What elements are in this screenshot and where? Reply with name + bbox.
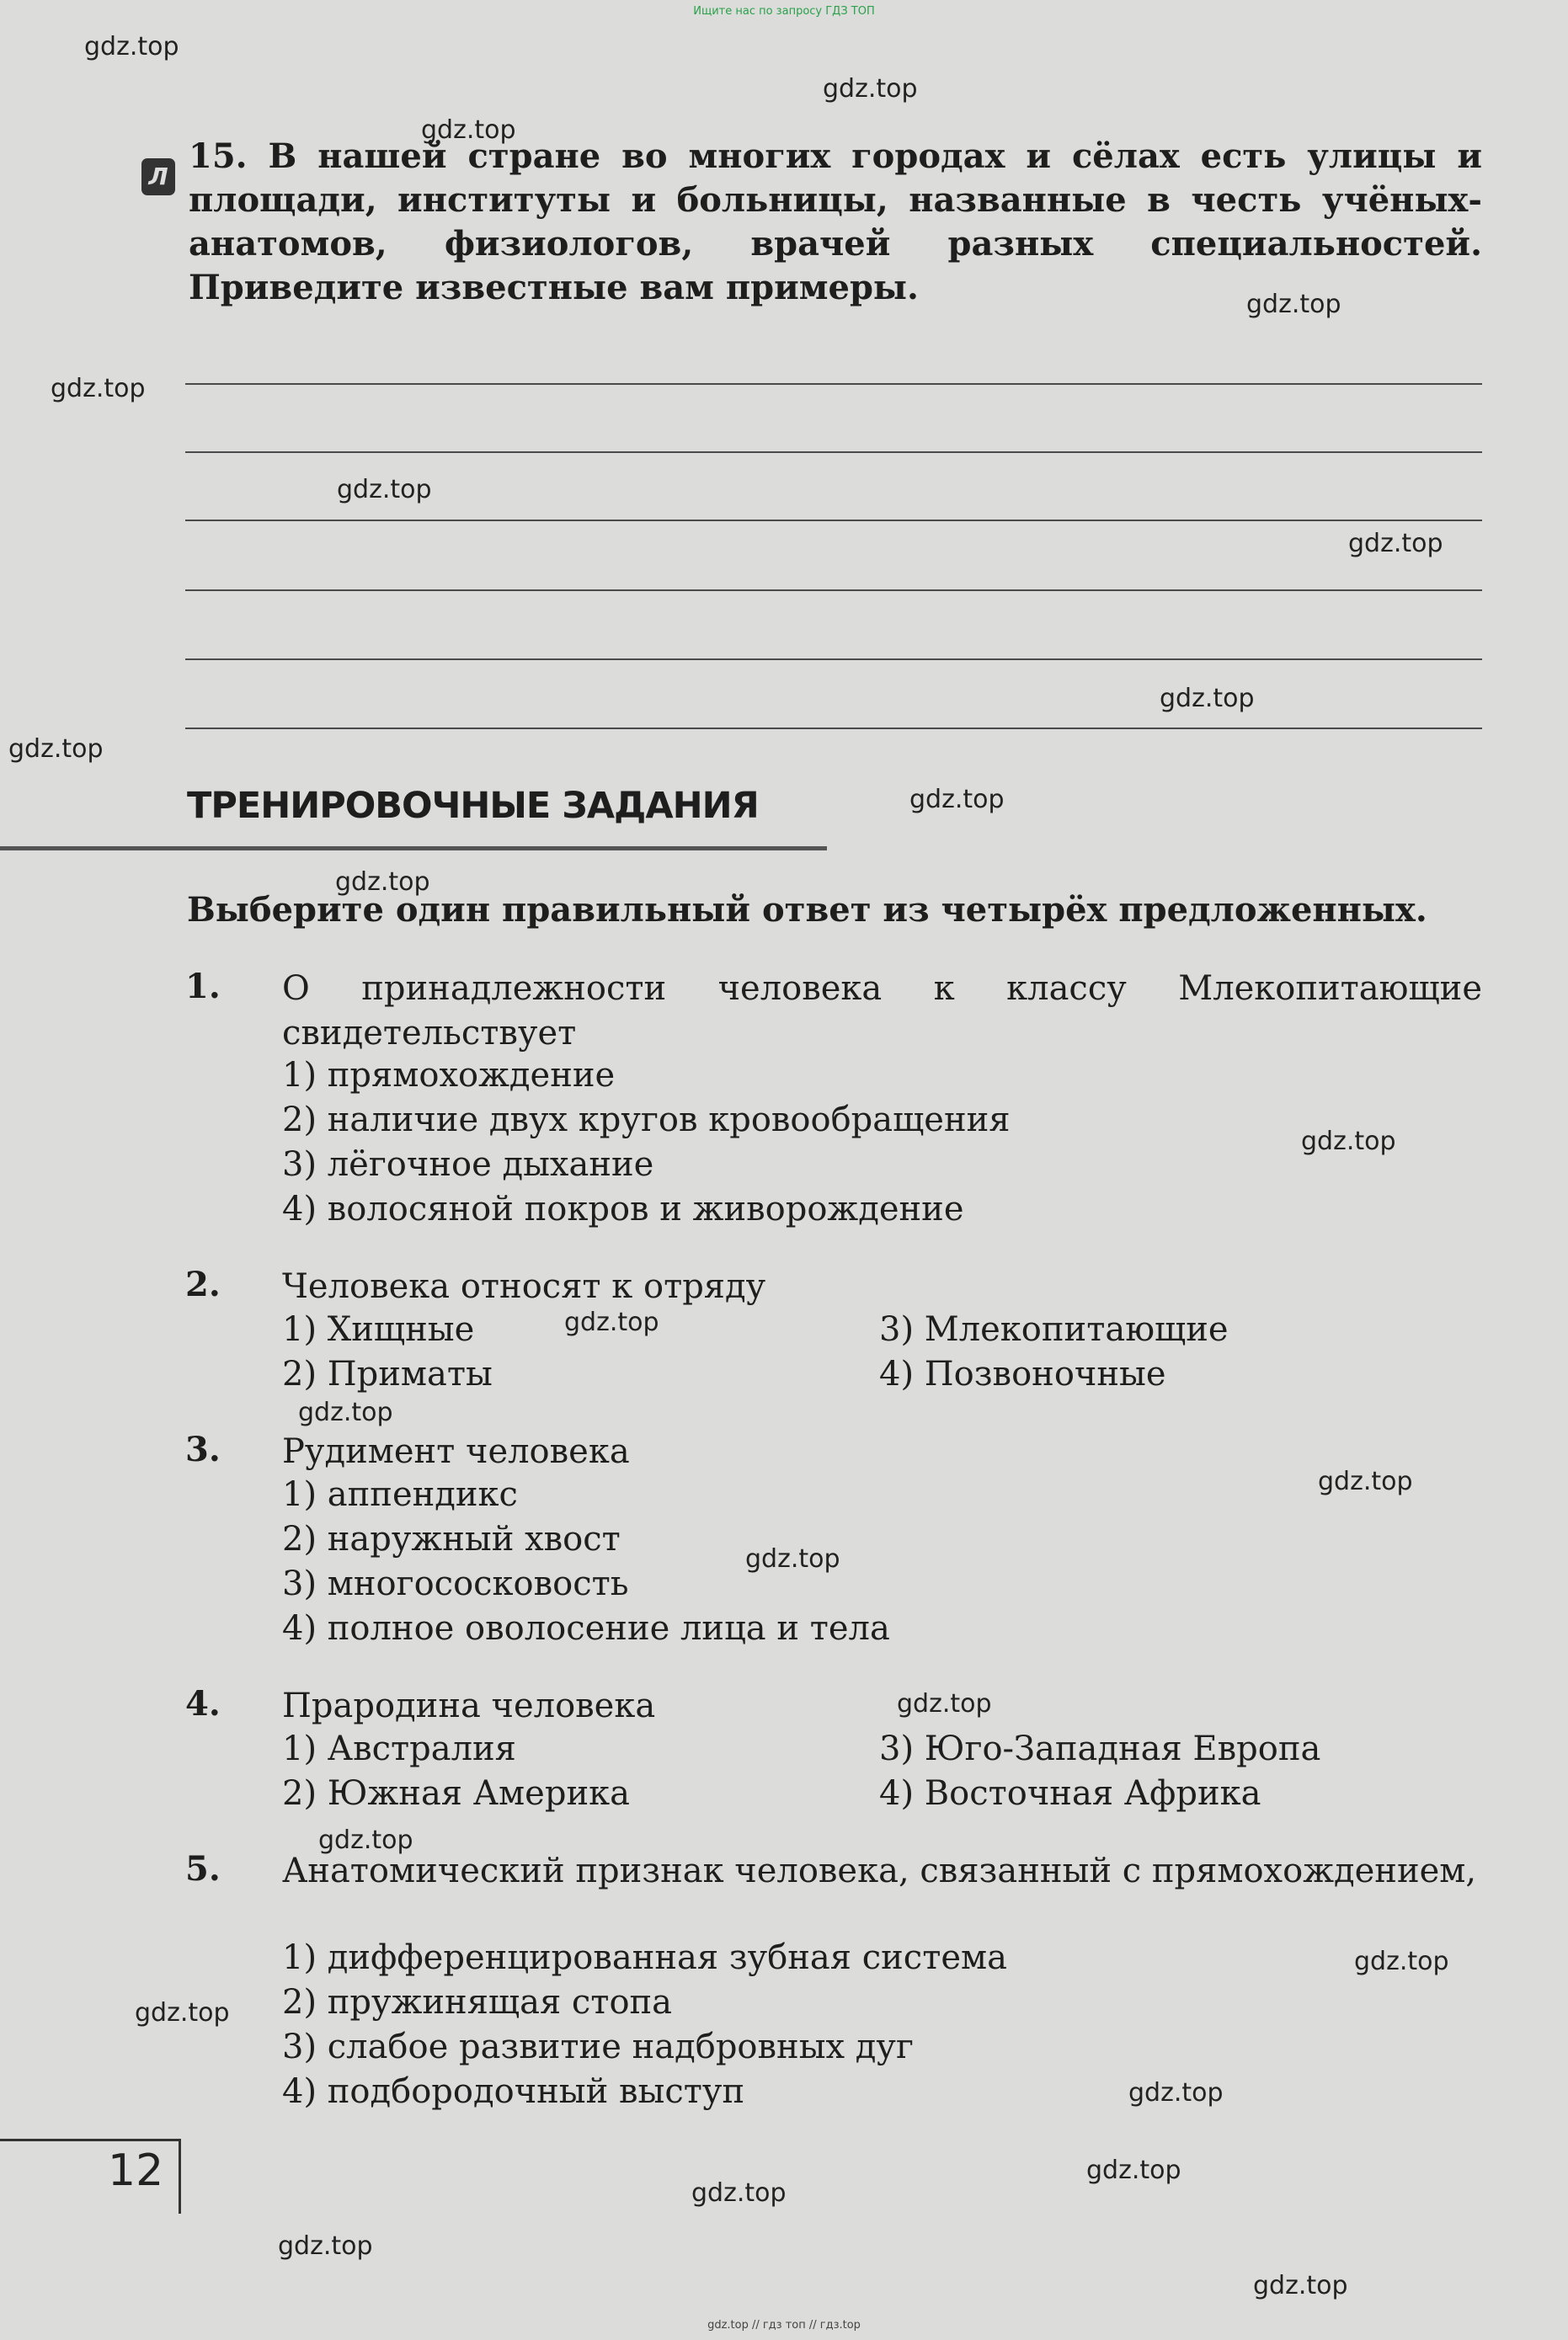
answer-option: 1) Хищные: [282, 1310, 475, 1349]
answer-line: [185, 520, 1482, 521]
watermark: gdz.top: [745, 1544, 840, 1574]
question-text: Прародина человека: [282, 1687, 656, 1725]
watermark: gdz.top: [8, 734, 104, 764]
answer-line: [185, 383, 1482, 385]
watermark: gdz.top: [335, 867, 430, 897]
watermark: gdz.top: [1246, 290, 1341, 319]
answer-option: 4) волосяной покров и живорождение: [282, 1190, 964, 1229]
answer-option: 3) Млекопитающие: [879, 1310, 1229, 1349]
watermark: gdz.top: [1348, 529, 1443, 558]
watermark: gdz.top: [1354, 1947, 1449, 1976]
answer-option: 4) подбородочный выступ: [282, 2072, 745, 2111]
watermark: gdz.top: [564, 1308, 659, 1337]
watermark: gdz.top: [909, 785, 1005, 814]
answer-option: 1) аппендикс: [282, 1475, 518, 1514]
question-15-text: 15. В нашей стране во многих городах и сёлах есть улицы и площади, институты и больницы, названные в честь учёных-анатомов, физиологов, врачей разных специальностей. Приведите известные вам примеры.: [189, 136, 1482, 307]
answer-option: 3) Юго-Западная Европа: [879, 1730, 1321, 1768]
question-number: 2.: [185, 1265, 221, 1304]
watermark: gdz.top: [51, 374, 146, 403]
section-title: ТРЕНИРОВОЧНЫЕ ЗАДАНИЯ: [187, 785, 759, 827]
watermark: gdz.top: [1318, 1467, 1413, 1496]
instruction: Выберите один правильный ответ из четырёх предложенных.: [187, 890, 1427, 930]
page-number: 12: [108, 2145, 164, 2196]
watermark: gdz.top: [421, 115, 516, 145]
answer-option: 3) лёгочное дыхание: [282, 1145, 654, 1184]
watermark: gdz.top: [1128, 2078, 1224, 2108]
bottom-banner: gdz.top // гдз топ // гдз.top: [707, 2319, 861, 2332]
watermark: gdz.top: [135, 1998, 230, 2028]
answer-option: 2) Приматы: [282, 1355, 493, 1394]
answer-option: 3) многососковость: [282, 1564, 629, 1603]
answer-line: [185, 451, 1482, 453]
top-banner: Ищите нас по запросу ГДЗ ТОП: [693, 5, 875, 18]
watermark: gdz.top: [337, 475, 432, 504]
watermark: gdz.top: [84, 32, 179, 61]
answer-line: [185, 728, 1482, 729]
watermark: gdz.top: [1160, 684, 1255, 713]
answer-option: 1) дифференцированная зубная система: [282, 1938, 1007, 1977]
question-number: 5.: [185, 1849, 221, 1889]
question-text: Рудимент человека: [282, 1432, 630, 1471]
question-text: О принадлежности человека к классу Млекопитающие свидетельствует: [282, 969, 1482, 1053]
watermark: gdz.top: [298, 1398, 393, 1427]
letter-badge-icon: Л: [141, 158, 175, 195]
watermark: gdz.top: [897, 1689, 992, 1719]
answer-line: [185, 658, 1482, 660]
watermark: gdz.top: [823, 74, 918, 104]
answer-option: 2) наличие двух кругов кровообращения: [282, 1101, 1011, 1139]
answer-option: 2) наружный хвост: [282, 1520, 621, 1559]
watermark: gdz.top: [1301, 1127, 1396, 1156]
watermark: gdz.top: [691, 2178, 787, 2208]
answer-option: 2) Южная Америка: [282, 1774, 630, 1813]
watermark: gdz.top: [318, 1826, 413, 1855]
question-text: Человека относят к отряду: [282, 1267, 766, 1306]
answer-option: 4) полное оволосение лица и тела: [282, 1609, 890, 1648]
watermark: gdz.top: [278, 2231, 373, 2261]
answer-option: 3) слабое развитие надбровных дуг: [282, 2028, 914, 2066]
watermark: gdz.top: [1086, 2156, 1181, 2185]
answer-option: 1) прямохождение: [282, 1056, 616, 1095]
answer-option: 1) Австралия: [282, 1730, 516, 1768]
question-number: 4.: [185, 1684, 221, 1724]
question-number: 3.: [185, 1430, 221, 1469]
answer-option: 4) Позвоночные: [879, 1355, 1166, 1394]
section-rule: [0, 846, 827, 850]
watermark: gdz.top: [1253, 2271, 1348, 2300]
question-text: Анатомический признак человека, связанный с прямохождением,: [282, 1852, 1477, 1890]
answer-option: 2) пружинящая стопа: [282, 1983, 673, 2022]
answer-option: 4) Восточная Африка: [879, 1774, 1261, 1813]
answer-line: [185, 589, 1482, 591]
question-number: 1.: [185, 967, 221, 1006]
